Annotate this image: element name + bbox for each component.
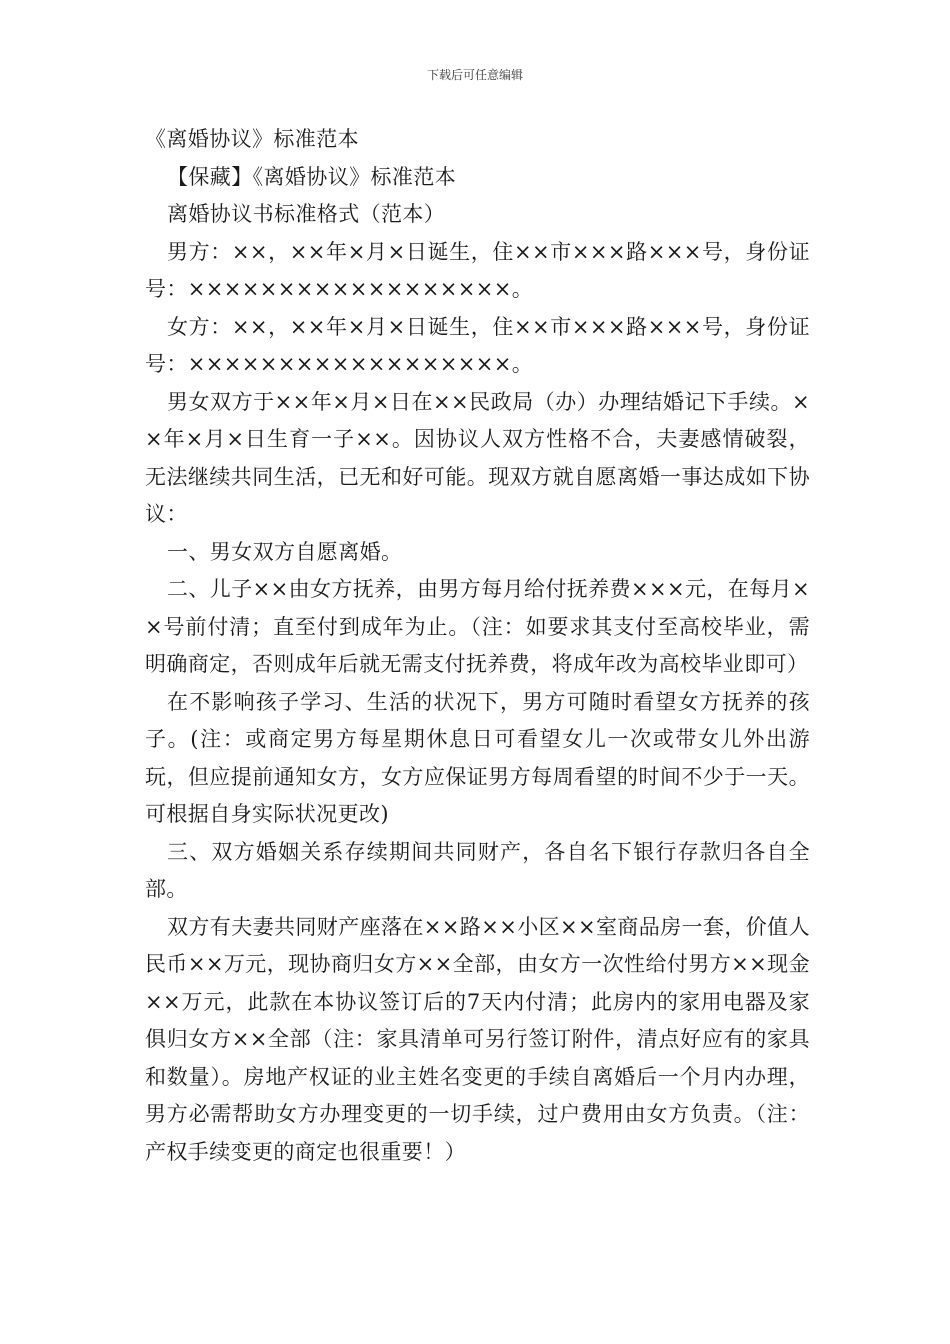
format-title: 离婚协议书标准格式（范本） xyxy=(167,202,446,226)
paragraph: 一、男女双方自愿离婚。 xyxy=(167,539,403,564)
paragraph: 男女双方于××年×月×日在××民政局（办）办理结婚记下手续。××年×月×日生育一子××。因协议人双方性格不合，夫妻感情破裂，无法继续共同生活，已无和好可能。现双方就自愿离婚一事达成如下协议： xyxy=(145,389,810,526)
paragraph: 在不影响孩子学习、生活的状况下，男方可随时看望女方抚养的孩子。(注：或商定男方每星期休息日可看望女儿一次或带女儿外出游玩，但应提前通知女方，女方应保证男方每周看望的时间不少于一天。可根据自身实际状况更改) xyxy=(145,689,810,826)
paragraph: 男方：××，××年×月×日诞生，住××市×××路×××号，身份证号：××××××××××××××××××。 xyxy=(145,239,810,301)
document-title: 《离婚协议》标准范本 xyxy=(145,127,359,151)
paragraph: 二、儿子××由女方抚养，由男方每月给付抚养费×××元，在每月××号前付清；直至付到成年为止。（注：如要求其支付至高校毕业，需明确商定，否则成年后就无需支付抚养费，将成年改为高校毕业即可） xyxy=(145,577,810,676)
paragraph: 女方：××，××年×月×日诞生，住××市×××路×××号，身份证号：××××××××××××××××××。 xyxy=(145,314,810,376)
document-subtitle: 【保藏】《离婚协议》标准范本 xyxy=(167,164,457,189)
document-body xyxy=(145,121,810,1171)
header-note: 下载后可任意编辑 xyxy=(426,68,523,82)
paragraph: 双方有夫妻共同财产座落在××路××小区××室商品房一套，价值人民币××万元，现协商归女方××全部，由女方一次性给付男方××现金××万元，此款在本协议签订后的7天内付清；此房内的家用电器及家俱归女方××全部（注：家具清单可另行签订附件，清点好应有的家具和数量）。房地产权证的业主姓名变更的手续自离婚后一个月内办理，男方必需帮助女方办理变更的一切手续，过户费用由女方负责。（注：产权手续变更的商定也很重要！） xyxy=(145,914,810,1164)
paragraph: 三、双方婚姻关系存续期间共同财产，各自名下银行存款归各自全部。 xyxy=(145,839,810,901)
